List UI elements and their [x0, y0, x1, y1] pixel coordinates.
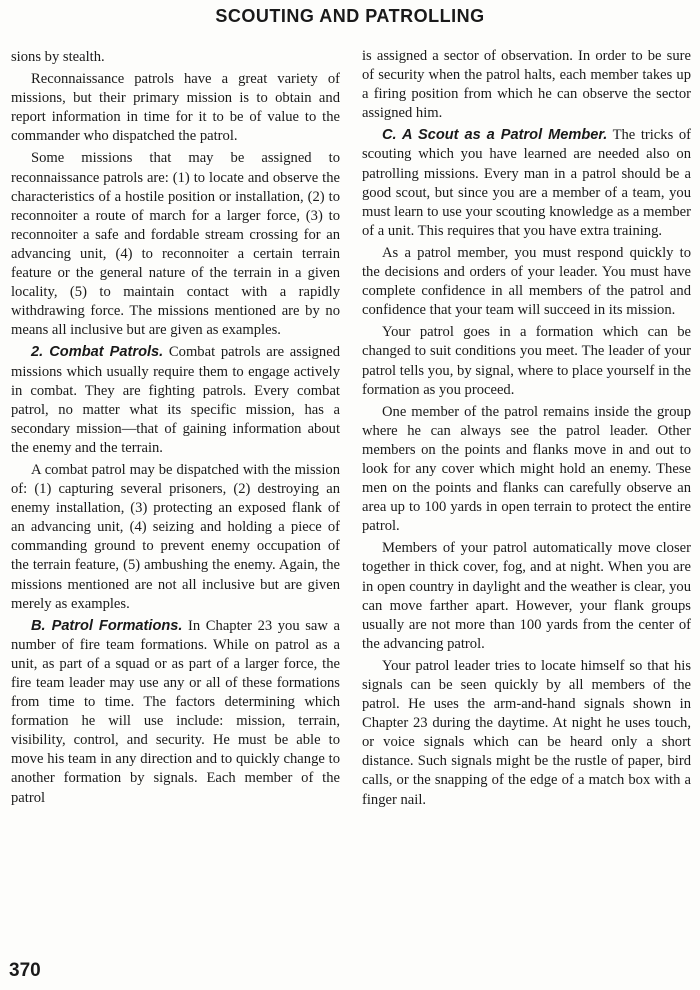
paragraph: A combat patrol may be dispatched with the mission of: (1) capturing several prisoners, (2) destroying an enemy installation, (3) protecting an exposed flank of an advancing unit, (4) seizing and holding a piece of commanding ground to prevent enemy occupation of the terrain feature, (5) ambushing the enemy. Again, the missions mentioned are not all inclusive but are given merely as examples. [11, 461, 340, 612]
left-column [11, 48, 340, 811]
paragraph [11, 343, 340, 458]
paragraph: Some missions that may be assigned to reconnaissance patrols are: (1) to locate and observe the characteristics of a hostile position or installation, (2) to reconnoiter a route of march for a larger force, (3) to reconnoiter a safe and fordable stream crossing for an advancing unit, (4) to reconnoiter a certain terrain feature or the general nature of the terrain in a given locality, (5) to maintain contact with a rapidly withdrawing force. The missions mentioned are by no means all inclusive but are given as examples. [11, 150, 340, 339]
page-header: SCOUTING AND PATROLLING [215, 6, 485, 26]
paragraph-text: Combat patrols are assigned missions which usually require them to engage actively in combat. They are fighting patrols. Every combat patrol, no matter what its specific mission, has a secondary mission—that of gaining information about the enemy and the terrain. [11, 344, 340, 456]
paragraph: is assigned a sector of observation. In order to be sure of security when the patrol halts, each member takes up a firing position from which he can observe the sector assigned him. [362, 48, 691, 122]
right-column [362, 47, 691, 813]
paragraph-text: In Chapter 23 you saw a number of fire team formations. While on patrol as a unit, as part of a squad or as part of a larger force, the fire team leader may use any or all of these formations from time to time. The factors determining which formation he will use include: mission, terrain, visibility, control, and security. He must be able to move his team in any direction and to quickly change to another formation by signals. Each member of the patrol [11, 617, 340, 806]
paragraph-text: The tricks of scouting which you have learned are needed also on patrolling missions. Every man in a patrol should be a good scout, but since you are a member of a team, you must learn to use your scouting knowledge as a member of a unit. This requires that you have extra training. [362, 127, 691, 239]
paragraph [11, 617, 340, 808]
section-heading: 2. Combat Patrols. [31, 344, 164, 361]
paragraph: Your patrol goes in a formation which can be changed to suit conditions you meet. The leader of your patrol tells you, by signal, where to place yourself in the formation as you proceed. [362, 324, 691, 398]
page-number: 370 [9, 960, 41, 981]
paragraph: One member of the patrol remains inside the group where he can always see the patrol leader. Other members on the points and flanks move in and out to look for any cover which might hold an enemy. These men on the points and flanks can carefully observe an area up to 100 yards in open terrain to protect the entire patrol. [362, 403, 691, 535]
paragraph: As a patrol member, you must respond quickly to the decisions and orders of your leader. You must have complete confidence in all members of the patrol and confidence that your team will succeed in its mission. [362, 244, 691, 319]
section-heading: B. Patrol Formations. [31, 617, 183, 634]
paragraph: Members of your patrol automatically move closer together in thick cover, fog, and at night. When you are in open country in daylight and the weather is clear, you can move farther apart. However, your flank groups usually are not more than 100 yards from the center of the advancing patrol. [362, 540, 691, 652]
paragraph [362, 126, 691, 241]
section-heading: C. A Scout as a Patrol Member. [382, 127, 608, 144]
paragraph: Reconnaissance patrols have a great variety of missions, but their primary mission is to obtain and report information in time for it to be of value to the commander who dispatched the patrol. [11, 71, 340, 145]
paragraph: Your patrol leader tries to locate himself so that his signals can be seen quickly by all members of the patrol. He uses the arm-and-hand signals shown in Chapter 23 during the daytime. At night he uses touch, or voice signals which can be heard only a short distance. Such signals might be the rustle of paper, bird calls, or the snapping of the edge of a match box with a finger nail. [362, 657, 691, 808]
paragraph: sions by stealth. [11, 49, 105, 65]
